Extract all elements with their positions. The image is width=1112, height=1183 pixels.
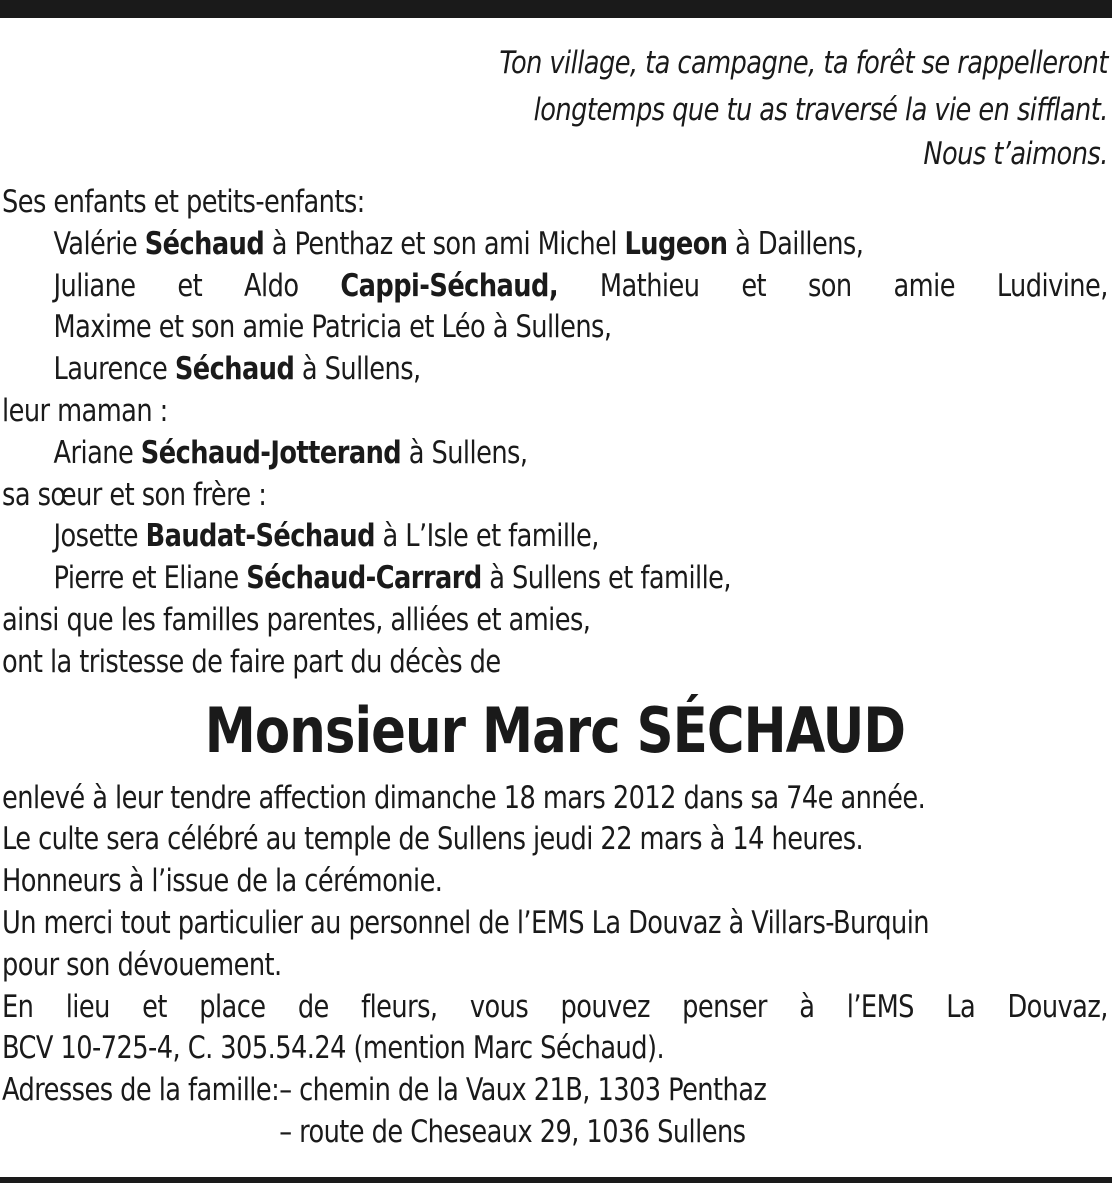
- family-member: [2, 224, 1108, 266]
- epitaph-line: Ton village, ta campagne, ta forêt se rappelleront: [499, 45, 1108, 81]
- member-text: Mathieu et son amie Ludivine,: [558, 267, 1108, 304]
- surname: Séchaud: [144, 225, 265, 262]
- mother-intro: leur maman :: [2, 392, 168, 429]
- detail-line: BCV 10-725-4, C. 305.54.24 (mention Marc Séchaud).: [2, 1030, 665, 1067]
- first-name: Laurence: [53, 351, 175, 388]
- surname: Séchaud-Carrard: [246, 560, 482, 597]
- family-member: [2, 266, 1108, 308]
- member-text: à Daillens,: [727, 225, 864, 262]
- detail-line: Honneurs à l’issue de la cérémonie.: [2, 863, 443, 900]
- member-text: à Sullens,: [401, 434, 528, 471]
- family-addresses: [2, 1070, 1108, 1154]
- member-text: à Sullens,: [294, 351, 421, 388]
- member-text: à Penthaz et son ami Michel: [264, 225, 625, 262]
- address-line: – chemin de la Vaux 21B, 1303 Penthaz: [279, 1072, 767, 1109]
- ceremony-details: [2, 778, 1108, 1071]
- family-member: [2, 349, 1108, 391]
- epitaph-line: Nous t’aimons.: [923, 136, 1108, 172]
- detail-line: pour son dévouement.: [2, 946, 282, 983]
- first-name: Ariane: [53, 434, 141, 471]
- detail-line: enlevé à leur tendre affection dimanche 18 mars 2012 dans sa 74e année.: [2, 779, 926, 816]
- deceased-name: Monsieur Marc SÉCHAUD: [204, 693, 906, 767]
- other-families: ainsi que les familles parentes, alliées et amies,: [2, 601, 591, 638]
- address-list: [279, 1070, 766, 1154]
- detail-line: En lieu et place de fleurs, vous pouvez penser à l’EMS La Douvaz,: [2, 988, 1108, 1025]
- top-rule: [0, 0, 1112, 18]
- detail-line: Le culte sera célébré au temple de Sullens jeudi 22 mars à 14 heures.: [2, 821, 864, 858]
- announcement: ont la tristesse de faire part du décès de: [2, 643, 501, 680]
- first-name: Valérie: [53, 225, 145, 262]
- children-intro: Ses enfants et petits-enfants:: [2, 184, 365, 220]
- family-list: [2, 182, 1108, 684]
- surname: Baudat-Séchaud: [145, 518, 375, 555]
- epitaph: [2, 38, 1108, 176]
- bottom-rule: [0, 1177, 1112, 1183]
- first-name: Juliane et Aldo: [53, 267, 341, 304]
- siblings-intro: sa sœur et son frère :: [2, 476, 267, 513]
- surname: Lugeon: [624, 225, 728, 262]
- addresses-label: Adresses de la famille:: [2, 1072, 280, 1109]
- epitaph-line: longtemps que tu as traversé la vie en sifflant.: [533, 92, 1108, 128]
- family-member: [2, 516, 1108, 558]
- surname: Cappi-Séchaud,: [340, 267, 559, 304]
- obituary-notice: [2, 38, 1108, 1154]
- address-line: – route de Cheseaux 29, 1036 Sullens: [279, 1113, 746, 1150]
- detail-line: Un merci tout particulier au personnel de l’EMS La Douvaz à Villars-Burquin: [2, 904, 929, 941]
- surname: Séchaud-Jotterand: [140, 434, 402, 471]
- family-member: [2, 558, 1108, 600]
- member-text: à L’Isle et famille,: [374, 518, 599, 555]
- member-text: à Sullens et famille,: [481, 560, 732, 597]
- surname: Séchaud: [174, 351, 295, 388]
- family-member: Maxime et son amie Patricia et Léo à Sullens,: [53, 309, 612, 346]
- family-member: [2, 433, 1108, 475]
- first-name: Josette: [53, 518, 146, 555]
- first-name: Pierre et Eliane: [53, 560, 247, 597]
